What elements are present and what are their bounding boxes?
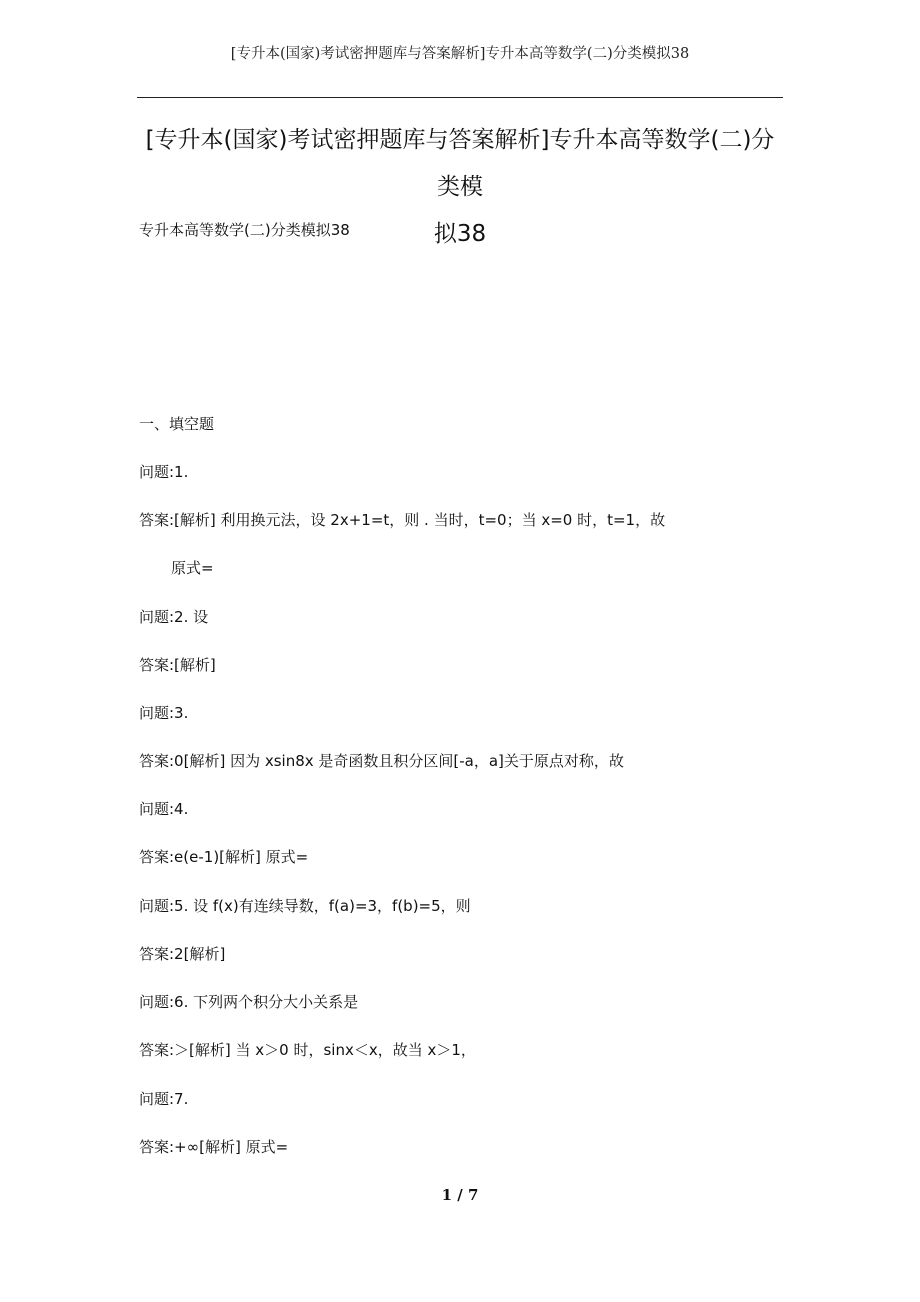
answer-7: 答案:+∞[解析] 原式= xyxy=(139,1138,289,1156)
answer-6: 答案:＞[解析] 当 x＞0 时，sinx＜x，故当 x＞1， xyxy=(139,1041,476,1059)
question-4: 问题:4. xyxy=(139,800,189,818)
answer-1-continuation: 原式= xyxy=(171,559,214,577)
page-number: 1 / 7 xyxy=(441,1186,479,1204)
answer-3: 答案:0[解析] 因为 xsin8x 是奇函数且积分区间[-a，a]关于原点对称，故 xyxy=(139,752,624,770)
answer-1: 答案:[解析] 利用换元法，设 2x+1=t，则 . 当时，t=0；当 x=0 时，t=1，故 xyxy=(139,511,666,529)
answer-5: 答案:2[解析] xyxy=(139,945,226,963)
document-title-line-1: [专升本(国家)考试密押题库与答案解析]专升本高等数学(二)分类模 xyxy=(145,127,775,200)
section-heading: 一、填空题 xyxy=(139,415,215,433)
question-3: 问题:3. xyxy=(139,704,189,722)
question-6: 问题:6. 下列两个积分大小关系是 xyxy=(139,993,359,1011)
document-title-line-2: 拟38 xyxy=(433,221,487,247)
question-1: 问题:1. xyxy=(139,463,189,481)
header-rule xyxy=(137,97,783,98)
answer-4: 答案:e(e-1)[解析] 原式= xyxy=(139,848,309,866)
running-header: [专升本(国家)考试密押题库与答案解析]专升本高等数学(二)分类模拟38 xyxy=(230,46,690,62)
document-subtitle: 专升本高等数学(二)分类模拟38 xyxy=(139,221,350,239)
question-5: 问题:5. 设 f(x)有连续导数，f(a)=3，f(b)=5，则 xyxy=(139,897,471,915)
question-7: 问题:7. xyxy=(139,1090,189,1108)
question-2: 问题:2. 设 xyxy=(139,608,209,626)
answer-2: 答案:[解析] xyxy=(139,656,216,674)
